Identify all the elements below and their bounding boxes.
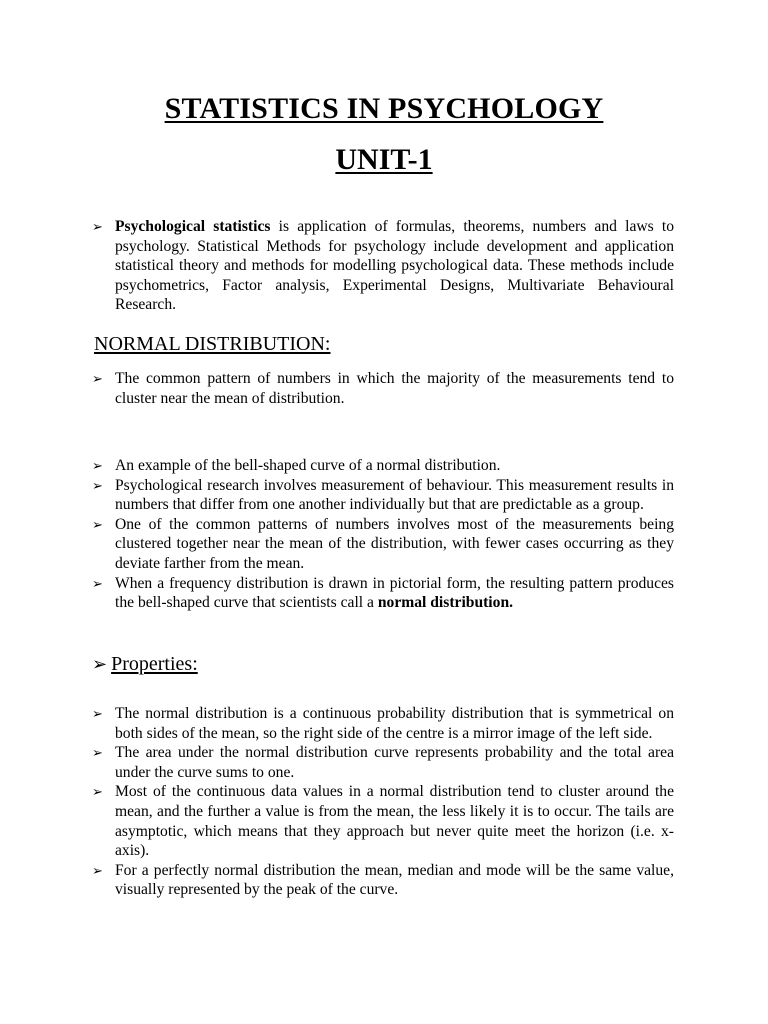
arrow-bullet-icon: ➢ [92,477,103,493]
intro-term: Psychological statistics [115,218,271,235]
list-item [92,782,674,860]
list-item [92,574,674,613]
arrow-bullet-icon: ➢ [92,706,103,721]
list-item-text: The normal distribution is a continuous probability distribution that is symmetrical on both sides of the mean, so the right side of the centre is a mirror image of the left side. [115,705,674,742]
arrow-bullet-icon: ➢ [92,654,108,674]
arrow-bullet-icon: ➢ [92,745,103,761]
section-heading-normal-distribution: NORMAL DISTRIBUTION: [94,333,331,355]
list-item [92,704,674,743]
normal-distribution-first-list [92,369,674,408]
list-item [92,861,674,900]
arrow-bullet-icon: ➢ [92,458,103,473]
arrow-bullet-icon: ➢ [92,371,103,386]
list-item [92,369,674,408]
list-item-text: When a frequency distribution is drawn in pictorial form, the resulting pattern produces the bell-shaped curve that scientists call a [115,574,674,612]
list-item [92,743,674,782]
arrow-bullet-icon: ➢ [92,219,103,234]
properties-list [92,704,674,900]
normal-distribution-list [92,456,674,613]
list-item-text: For a perfectly normal distribution the mean, median and mode will be the same value, visually represented by the peak of the curve. [115,861,674,899]
normal-distribution-term: normal distribution. [377,594,514,612]
list-item [92,515,674,574]
arrow-bullet-icon: ➢ [92,516,103,532]
list-item-text: Psychological research involves measurement of behaviour. This measurement results in numbers that differ from one another individually but that are predictable as a group. [115,476,674,514]
arrow-bullet-icon: ➢ [92,575,103,591]
arrow-bullet-icon: ➢ [92,784,103,800]
document-title: STATISTICS IN PSYCHOLOGY [164,92,604,125]
list-item-text: Most of the continuous data values in a normal distribution tend to cluster around the mean, and the further a value is from the mean, the less likely it is to occur. The tails are asymptotic, which means that they approach but never quite meet the horizon (i.e. x-axis). [115,783,674,860]
list-item [92,476,674,515]
intro-text: is application of formulas, theorems, numbers and laws to psychology. Statistical Methods for psychology include development and application statistical theory and methods for modelling psychological data. These methods include psychometrics, Factor analysis, Experimental Designs, Multivariate Behavioural Research. [115,218,675,314]
list-item [92,456,674,476]
arrow-bullet-icon: ➢ [92,862,103,878]
properties-heading-label: Properties: [111,653,198,675]
list-item-text: The area under the normal distribution curve represents probability and the total area under the curve sums to one. [115,744,674,781]
list-item-text: The common pattern of numbers in which the majority of the measurements tend to cluster near the mean of distribution. [115,370,674,407]
list-item [92,217,674,315]
list-item-text: An example of the bell-shaped curve of a normal distribution. [115,457,501,474]
section-heading-properties [92,652,198,676]
unit-title: UNIT-1 [335,143,433,176]
list-item-text: One of the common patterns of numbers involves most of the measurements being clustered together near the mean of the distribution, with fewer cases occurring as they deviate farther from the mean. [115,515,674,572]
intro-list [92,217,674,315]
